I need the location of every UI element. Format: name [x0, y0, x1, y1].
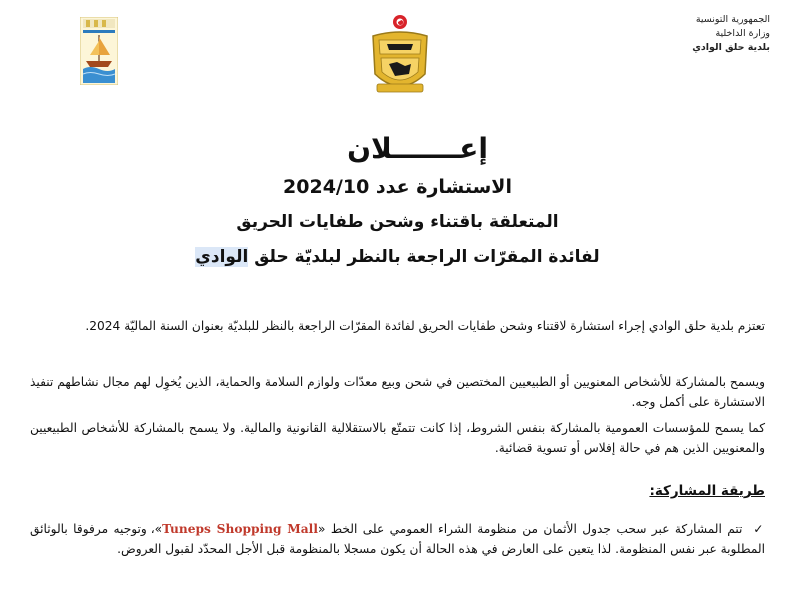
header-republic: الجمهورية التونسية [695, 14, 770, 25]
announcement-title: إعـــــــلان [347, 132, 488, 165]
participation-text-after: »، وتوجيه مرفوقا بالوثائق المطلوبة عبر نفس المنظومة. لذا يتعين على العارض في هذه الحالة أن يكون مسجلا بالمنظومة قبل الأجل المحدّد لقبول العروض. [30, 522, 765, 556]
beneficiary-prefix: لفائدة المقرّات الراجعة بالنظر لبلديّة حلق [248, 247, 600, 267]
beneficiary-highlight: الوادي [195, 247, 249, 267]
municipality-logo-icon [80, 17, 118, 85]
paragraph-eligibility: ويسمح بالمشاركة للأشخاص المعنويين أو الطبيعيين المختصين في شحن وبيع معدّات ولوازم السلامة والحماية، الذين يُخوِل لهم مجال نشاطهم تنفيذ الاستشارة على أكمل وجه. [30, 375, 765, 409]
header-block [610, 13, 770, 55]
paragraph-intro: تعتزم بلدية حلق الوادي إجراء استشارة لاقتناء وشحن طفايات الحريق لفائدة المقرّات الراجعة بالنظر للبلديّة بعنوان السنة الماليّة 2024. [85, 319, 765, 333]
participation-item [30, 520, 765, 559]
consultation-subject: المتعلقة باقتناء وشحن طفايات الحريق [236, 212, 559, 232]
check-icon: ✓ [753, 522, 765, 536]
header-municipality: بلدية حلق الوادي [692, 42, 770, 53]
consultation-beneficiary [0, 247, 795, 267]
header-ministry: وزارة الداخلية [715, 28, 770, 39]
consultation-number: الاستشارة عدد 2024/10 [283, 176, 512, 198]
platform-name: Tuneps Shopping Mall [162, 522, 318, 536]
tunisia-coat-of-arms-icon [367, 14, 433, 102]
participation-text-before: تتم المشاركة عبر سحب جدول الأثمان من منظومة الشراء العمومي على الخط « [317, 522, 743, 536]
paragraph-public-institutions: كما يسمح للمؤسسات العمومية بالمشاركة بنفس الشروط، إذا كانت تتمتّع بالاستقلالية القانونية والمالية. ولا يسمح بالمشاركة للأشخاص الطبيعيين والمعنويين الذين هم في حالة إفلاس أو تسوية قضائية. [30, 421, 765, 455]
participation-heading: طريقة المشاركة: [649, 483, 765, 499]
